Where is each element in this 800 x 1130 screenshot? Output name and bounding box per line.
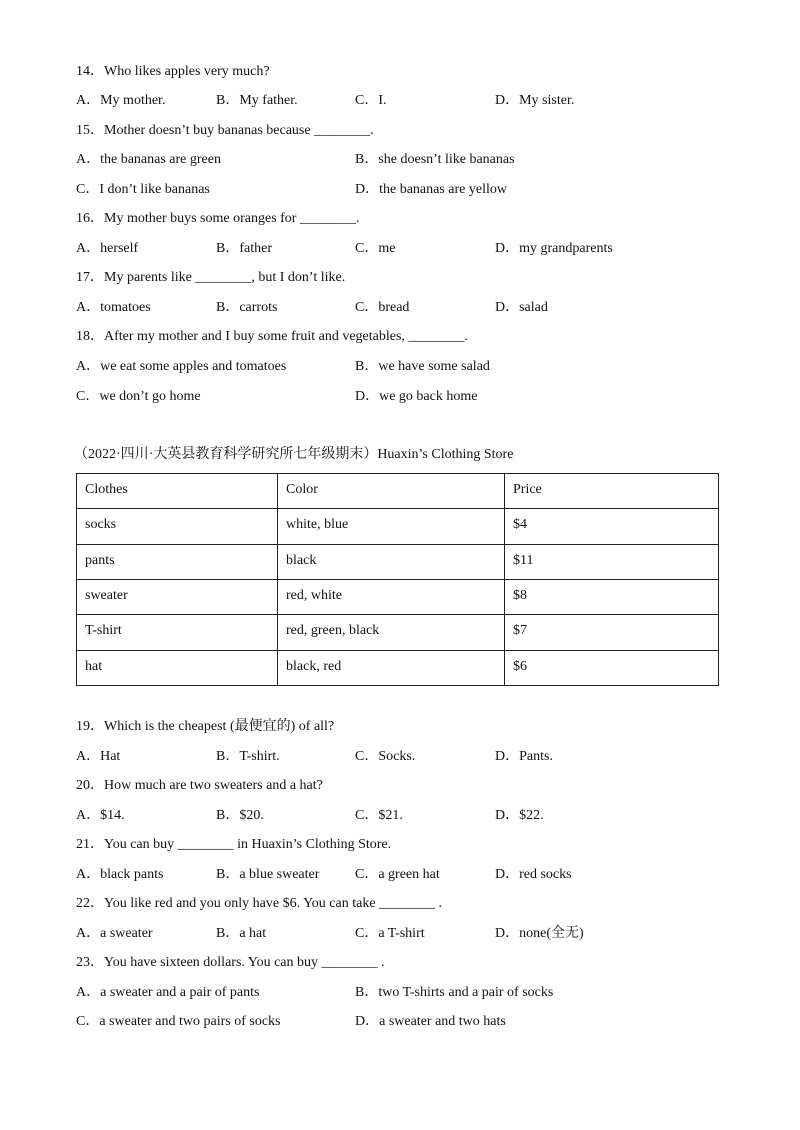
header-color: Color: [278, 474, 505, 509]
header-price: Price: [505, 474, 719, 509]
clothing-price-table: [76, 473, 719, 686]
question-stem: 19．Which is the cheapest (最便宜的) of all?: [76, 719, 335, 734]
cell-clothes: hat: [77, 650, 278, 685]
option-b: B．$20.: [216, 808, 264, 823]
store-title: （2022·四川·大英县教育科学研究所七年级期末）Huaxin’s Clothing Store: [74, 447, 514, 462]
cell-price: $7: [505, 615, 719, 650]
option-d: D．my grandparents: [495, 241, 613, 256]
option-a: A．$14.: [76, 808, 125, 823]
option-d: D．we go back home: [355, 389, 478, 404]
cell-color: black, red: [278, 650, 505, 685]
cell-price: $6: [505, 650, 719, 685]
option-b: B．a blue sweater: [216, 867, 320, 882]
option-b: B．she doesn’t like bananas: [355, 152, 515, 167]
option-a: A．a sweater: [76, 926, 153, 941]
option-c: C．a T-shirt: [355, 926, 425, 941]
cell-clothes: pants: [77, 544, 278, 579]
option-a: A．the bananas are green: [76, 152, 221, 167]
cell-price: $4: [505, 509, 719, 544]
cell-price: $8: [505, 579, 719, 614]
option-b: B．My father.: [216, 93, 298, 108]
option-c: C．a sweater and two pairs of socks: [76, 1014, 281, 1029]
option-c: C．a green hat: [355, 867, 440, 882]
header-clothes: Clothes: [77, 474, 278, 509]
question-stem: 23．You have sixteen dollars. You can buy ________ .: [76, 955, 385, 970]
cell-color: red, white: [278, 579, 505, 614]
cell-color: black: [278, 544, 505, 579]
cell-price: $11: [505, 544, 719, 579]
option-a: A．black pants: [76, 867, 164, 882]
option-a: A．tomatoes: [76, 300, 151, 315]
option-c: C．we don’t go home: [76, 389, 201, 404]
option-b: B．we have some salad: [355, 359, 490, 374]
option-c: C．Socks.: [355, 749, 416, 764]
option-a: A．we eat some apples and tomatoes: [76, 359, 287, 374]
question-stem: 21．You can buy ________ in Huaxin’s Clothing Store.: [76, 837, 392, 852]
cell-clothes: sweater: [77, 579, 278, 614]
option-d: D．salad: [495, 300, 548, 315]
table-row: [77, 509, 719, 544]
option-c: C．$21.: [355, 808, 403, 823]
table-header-row: [77, 474, 719, 509]
question-stem: 22．You like red and you only have $6. You can take ________ .: [76, 896, 443, 911]
option-c: C．bread: [355, 300, 410, 315]
option-a: A．Hat: [76, 749, 121, 764]
question-stem: 18．After my mother and I buy some fruit and vegetables, ________.: [76, 329, 468, 344]
option-a: A．herself: [76, 241, 139, 256]
option-d: D．none(全无): [495, 926, 584, 941]
option-b: B．T-shirt.: [216, 749, 280, 764]
cell-color: red, green, black: [278, 615, 505, 650]
option-d: D．Pants.: [495, 749, 553, 764]
option-b: B．two T-shirts and a pair of socks: [355, 985, 554, 1000]
option-d: D．$22.: [495, 808, 544, 823]
question-stem: 15．Mother doesn’t buy bananas because ________.: [76, 123, 374, 138]
option-a: A．My mother.: [76, 93, 166, 108]
table-row: [77, 579, 719, 614]
cell-color: white, blue: [278, 509, 505, 544]
table-row: [77, 650, 719, 685]
table-row: [77, 615, 719, 650]
question-stem: 20．How much are two sweaters and a hat?: [76, 778, 323, 793]
option-b: B．carrots: [216, 300, 278, 315]
option-c: C．me: [355, 241, 396, 256]
option-c: C．I.: [355, 93, 387, 108]
cell-clothes: T-shirt: [77, 615, 278, 650]
option-b: B．a hat: [216, 926, 267, 941]
question-stem: 16．My mother buys some oranges for ________.: [76, 211, 360, 226]
table-row: [77, 544, 719, 579]
option-d: D．the bananas are yellow: [355, 182, 507, 197]
option-b: B．father: [216, 241, 272, 256]
question-stem: 14．Who likes apples very much?: [76, 64, 270, 79]
cell-clothes: socks: [77, 509, 278, 544]
question-stem: 17．My parents like ________, but I don’t like.: [76, 270, 346, 285]
option-d: D．red socks: [495, 867, 572, 882]
option-d: D．a sweater and two hats: [355, 1014, 506, 1029]
option-a: A．a sweater and a pair of pants: [76, 985, 260, 1000]
option-c: C．I don’t like bananas: [76, 182, 210, 197]
option-d: D．My sister.: [495, 93, 575, 108]
